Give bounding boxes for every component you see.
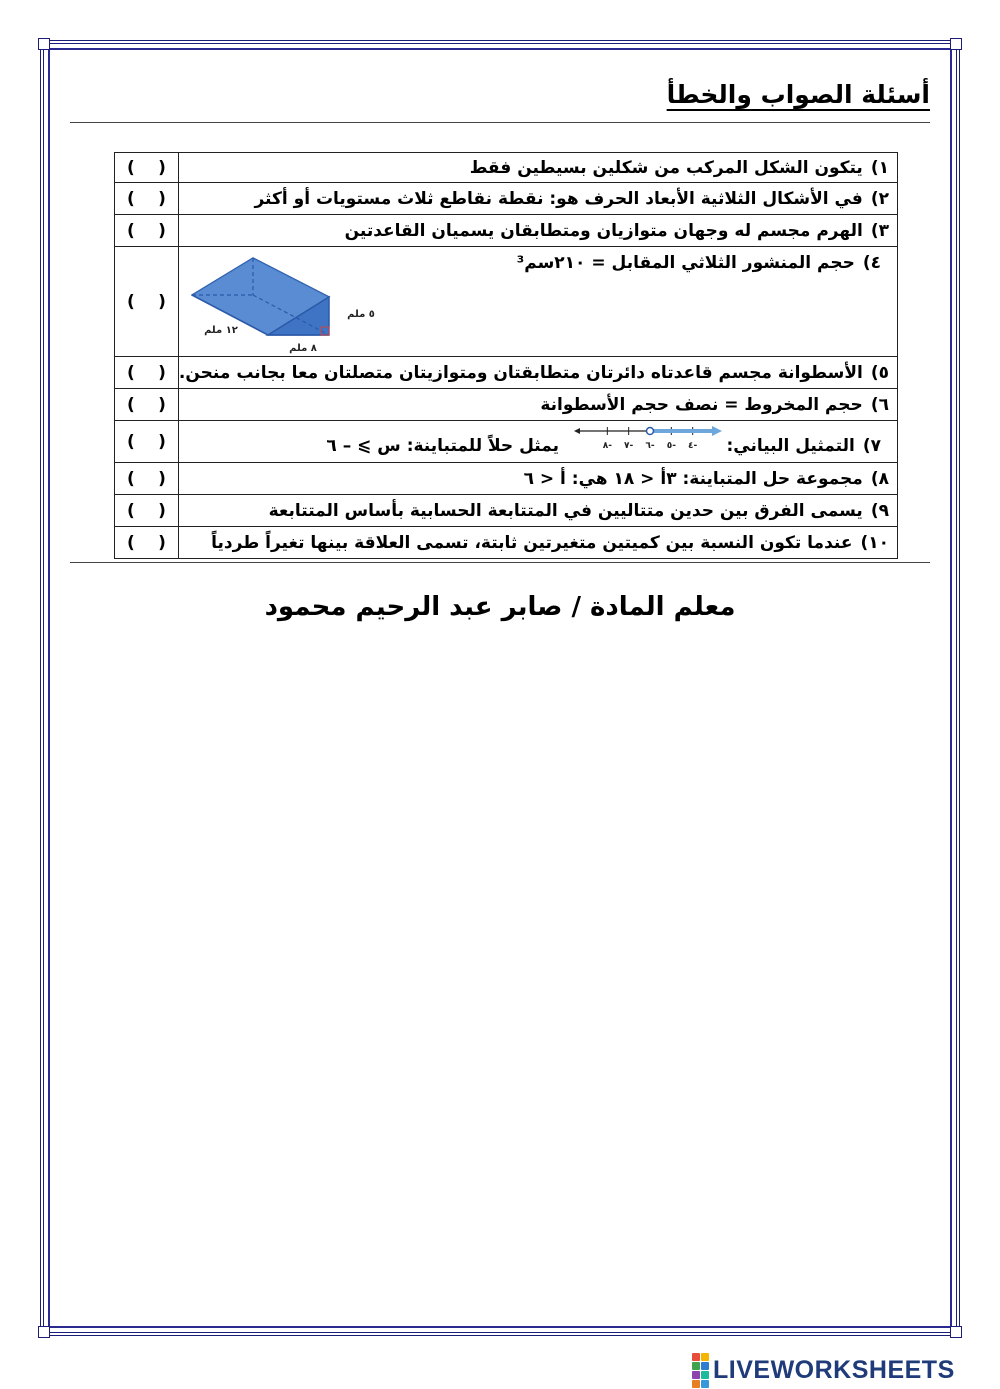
question-statement: [178, 153, 897, 183]
paren-open: (: [158, 362, 166, 383]
paren-open: (: [158, 220, 166, 241]
question-row: [115, 215, 898, 247]
paren-close: ): [127, 157, 135, 178]
paren-open: (: [158, 157, 166, 178]
question-row: [115, 153, 898, 183]
paren-close: ): [127, 362, 135, 383]
question-statement: [178, 357, 897, 389]
question-number: ٥): [870, 362, 889, 383]
question-text: الأسطوانة مجسم قاعدتاه دائرتان متطابقتان ومتوازيتان متصلتان معا بجانب منحن.: [178, 362, 863, 383]
question-row: [115, 247, 898, 357]
answer-blank[interactable]: [115, 421, 179, 463]
question-number: ١): [870, 157, 889, 178]
border-corner: [38, 38, 50, 50]
logo-square: [692, 1353, 700, 1361]
number-line-tick-label: -٧: [624, 440, 634, 451]
answer-blank[interactable]: [115, 463, 179, 495]
logo-icon: [692, 1353, 709, 1388]
answer-blank[interactable]: [115, 215, 179, 247]
logo-square: [692, 1371, 700, 1379]
logo-square: [692, 1362, 700, 1370]
number-line-tick-label: -٥: [666, 440, 676, 451]
question-text: الهرم مجسم له وجهان متوازيان ومتطابقان يسميان القاعدتين: [344, 220, 863, 241]
question-text: حجم المخروط = نصف حجم الأسطوانة: [540, 394, 863, 415]
question-row: [115, 183, 898, 215]
prism-label-height: ٥ ملم: [347, 308, 375, 320]
paren-close: ): [127, 431, 135, 452]
question-number: ٢): [870, 188, 889, 209]
question-text: التمثيل البياني:: [726, 435, 855, 456]
answer-blank[interactable]: [115, 389, 179, 421]
paren-close: ): [127, 291, 135, 312]
paren-close: ): [127, 468, 135, 489]
question-text: يسمى الفرق بين حدين متتاليين في المتتابعة الحسابية بأساس المتتابعة: [268, 500, 863, 521]
question-row: [115, 463, 898, 495]
border-corner: [38, 1326, 50, 1338]
question-number: ٨): [870, 468, 889, 489]
question-text: في الأشكال الثلاثية الأبعاد الحرف هو: نقطة نقاطع ثلاث مستويات أو أكثر: [254, 188, 863, 209]
logo-square: [701, 1353, 709, 1361]
page-title: أسئلة الصواب والخطأ: [666, 80, 930, 109]
logo-square: [701, 1380, 709, 1388]
question-text: يتكون الشكل المركب من شكلين بسيطين فقط: [469, 157, 863, 178]
question-statement: [178, 247, 897, 357]
paren-open: (: [158, 394, 166, 415]
paren-open: (: [158, 188, 166, 209]
number-line-arrow-left: [574, 428, 580, 434]
logo-square: [692, 1380, 700, 1388]
answer-blank[interactable]: [115, 527, 179, 559]
question-row: [115, 421, 898, 463]
paren-open: (: [158, 431, 166, 452]
question-row: [115, 527, 898, 559]
paren-close: ): [127, 394, 135, 415]
question-number: ٩): [870, 500, 889, 521]
title-divider: [70, 122, 930, 123]
number-line-tick-label: -٨: [602, 440, 612, 451]
questions-table: [114, 152, 898, 559]
answer-blank[interactable]: [115, 495, 179, 527]
question-statement: [178, 183, 897, 215]
question-row: [115, 389, 898, 421]
border-corner: [950, 1326, 962, 1338]
question-number: ٤): [862, 252, 881, 273]
logo-square: [701, 1362, 709, 1370]
paren-open: (: [158, 291, 166, 312]
question-number: ٦): [870, 394, 889, 415]
answer-blank[interactable]: [115, 357, 179, 389]
question-statement: [178, 215, 897, 247]
question-statement: [178, 527, 897, 559]
answer-blank[interactable]: [115, 183, 179, 215]
teacher-signature: معلم المادة / صابر عبد الرحيم محمود: [264, 592, 736, 622]
paren-close: ): [127, 188, 135, 209]
question-statement: [178, 421, 897, 463]
question-text: مجموعة حل المتباينة: ٣أ < ١٨ هي: أ < ٦: [523, 468, 863, 489]
table-bottom-divider: [70, 562, 930, 563]
answer-blank[interactable]: [115, 153, 179, 183]
question-text: عندما تكون النسبة بين كميتين متغيرتين ثابتة، تسمى العلاقة بينها تغيراً طردياً: [211, 532, 853, 553]
number-line-point: [647, 427, 654, 434]
number-line: [574, 423, 724, 451]
question-text-b: يمثل حلاً للمتباينة: س ⩾ – ٦: [326, 435, 559, 456]
question-number: ١٠): [860, 532, 889, 553]
triangular-prism-figure: [191, 255, 381, 355]
paren-open: (: [158, 500, 166, 521]
question-row: [115, 357, 898, 389]
border-corner: [950, 38, 962, 50]
answer-blank[interactable]: [115, 247, 179, 357]
number-line-arrow-right: [712, 426, 722, 436]
question-statement: [178, 495, 897, 527]
question-number: ٧): [862, 435, 881, 456]
paren-open: (: [158, 468, 166, 489]
number-line-tick-label: -٤: [688, 440, 698, 451]
paren-close: ): [127, 500, 135, 521]
paren-open: (: [158, 532, 166, 553]
question-number: ٣): [870, 220, 889, 241]
question-row: [115, 495, 898, 527]
question-statement: [178, 463, 897, 495]
liveworksheets-logo[interactable]: [692, 1355, 955, 1385]
logo-text: LIVEWORKSHEETS: [713, 1355, 955, 1384]
paren-close: ): [127, 532, 135, 553]
prism-label-base: ٨ ملم: [289, 342, 317, 354]
number-line-tick-label: -٦: [645, 440, 655, 451]
question-text: حجم المنشور الثلاثي المقابل = ٢١٠سم³: [516, 252, 855, 273]
prism-label-length: ١٢ ملم: [204, 324, 238, 336]
question-statement: [178, 389, 897, 421]
logo-square: [701, 1371, 709, 1379]
paren-close: ): [127, 220, 135, 241]
